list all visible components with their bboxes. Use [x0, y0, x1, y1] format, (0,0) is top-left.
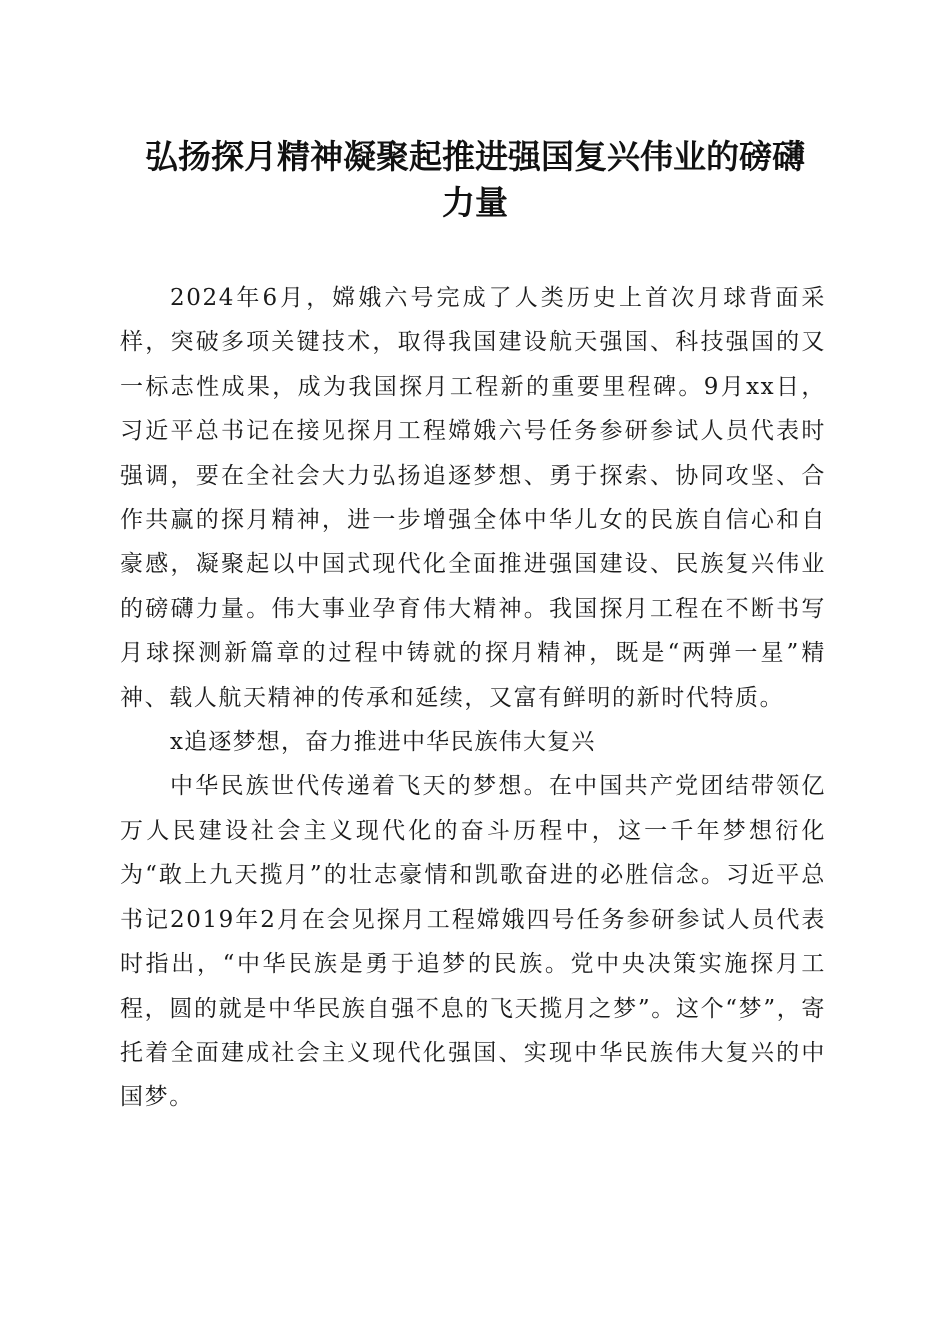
section-paragraph: 中华民族世代传递着飞天的梦想。在中国共产党团结带领亿万人民建设社会主义现代化的奋斗历程中，这一千年梦想衍化为“敢上九天揽月”的壮志豪情和凯歌奋进的必胜信念。习近平总书记2019年2月在会见探月工程嫦娥四号任务参研参试人员代表时指出，“中华民族是勇于追梦的民族。党中央决策实施探月工程，圆的就是中华民族自强不息的飞天揽月之梦”。这个“梦”，寄托着全面建成社会主义现代化强国、实现中华民族伟大复兴的中国梦。	[120, 773, 826, 1111]
document-body	[120, 276, 826, 1120]
intro-paragraph: 2024年6月，嫦娥六号完成了人类历史上首次月球背面采样，突破多项关键技术，取得我国建设航天强国、科技强国的又一标志性成果，成为我国探月工程新的重要里程碑。9月xx日，习近平总书记在接见探月工程嫦娥六号任务参研参试人员代表时强调，要在全社会大力弘扬追逐梦想、勇于探索、协同攻坚、合作共赢的探月精神，进一步增强全体中华儿女的民族自信心和自豪感，凝聚起以中国式现代化全面推进强国建设、民族复兴伟业的磅礴力量。伟大事业孕育伟大精神。我国探月工程在不断书写月球探测新篇章的过程中铸就的探月精神，既是“两弹一星”精神、载人航天精神的传承和延续，又富有鲜明的新时代特质。	[120, 285, 826, 711]
title-line-2: 力量	[442, 183, 508, 222]
section-heading: x追逐梦想，奋力推进中华民族伟大复兴	[170, 729, 596, 756]
document-title	[100, 134, 850, 226]
title-line-1: 弘扬探月精神凝聚起推进强国复兴伟业的磅礴	[145, 137, 805, 176]
